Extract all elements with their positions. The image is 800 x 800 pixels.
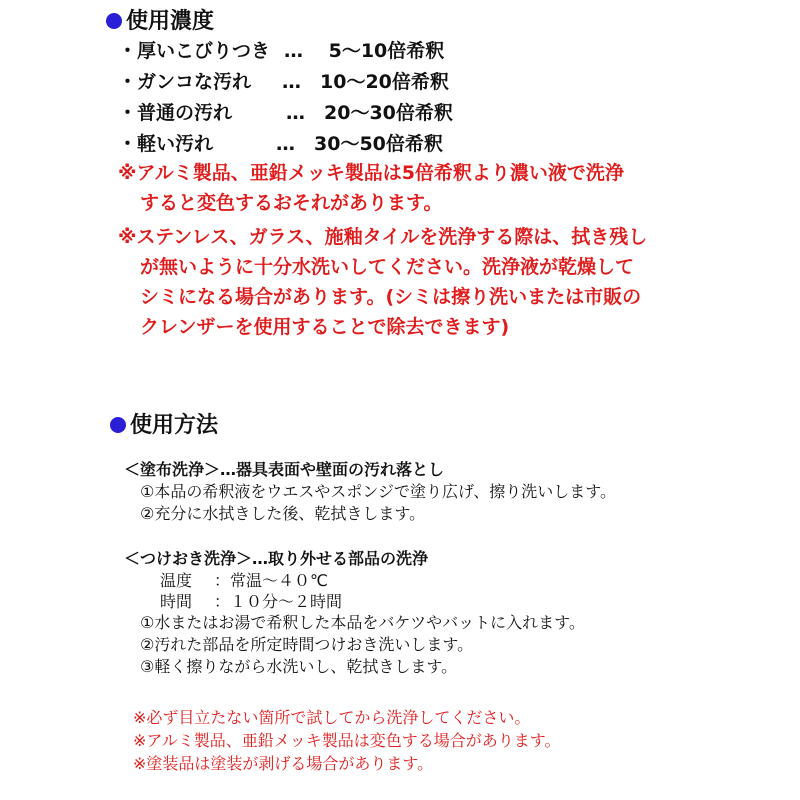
usage-note: ※アルミ製品、亜鉛メッキ製品は変色する場合があります。	[133, 731, 561, 750]
caution-stainless	[118, 222, 698, 342]
coating-step: ②充分に水拭きした後、乾拭きします。	[140, 504, 426, 523]
usage-note: ※必ず目立たない箇所で試してから洗浄してください。	[133, 708, 531, 727]
concentration-item-name: ・普通の汚れ	[118, 102, 233, 124]
concentration-item-name: ・厚いこびりつき	[118, 40, 271, 62]
condition-label: 時間	[160, 592, 193, 611]
coating-step: ①本品の希釈液をウエスやスポンジで塗り広げ、擦り洗いします。	[140, 482, 617, 501]
caution-aluminum	[118, 158, 698, 218]
caution-line: シミになる場合があります。(シミは擦り洗いまたは市販の	[140, 286, 642, 308]
soaking-step: ②汚れた部品を所定時間つけおき洗いします。	[140, 635, 474, 654]
coating-wash-section	[124, 459, 744, 525]
concentration-item-ratio: … 10～20倍希釈	[282, 71, 449, 93]
condition-value: ：１０分～２時間	[214, 592, 343, 611]
concentration-item-ratio: … 30～50倍希釈	[276, 133, 443, 155]
soaking-step: ①水またはお湯で希釈した本品をバケツやバットに入れます。	[140, 613, 585, 632]
method-heading-text: 使用方法	[130, 413, 219, 438]
soaking-step: ③軽く擦りながら水洗いし、乾拭きします。	[140, 657, 458, 676]
concentration-heading-text: 使用濃度	[126, 9, 215, 34]
soaking-condition	[124, 591, 744, 612]
soaking-wash-section	[124, 548, 744, 678]
caution-line: すると変色するおそれがあります。	[140, 192, 443, 214]
caution-line: ※アルミ製品、亜鉛メッキ製品は5倍希釈より濃い液で洗浄	[118, 162, 624, 184]
soaking-wash-title: ＜つけおき洗浄＞…取り外せる部品の洗浄	[124, 549, 429, 568]
concentration-item-ratio: … 5～10倍希釈	[284, 40, 445, 62]
usage-note: ※塗装品は塗装が剥げる場合があります。	[133, 754, 434, 773]
caution-line: が無いように十分水洗いしてください。洗浄液が乾燥して	[140, 256, 635, 278]
concentration-heading	[106, 4, 214, 35]
filled-circle-icon	[110, 417, 126, 433]
caution-line: クレンザーを使用することで除去できます)	[140, 316, 510, 338]
filled-circle-icon	[106, 13, 122, 29]
concentration-item-name: ・ガンコな汚れ	[118, 71, 252, 93]
caution-line: ※ステンレス、ガラス、施釉タイルを洗浄する際は、拭き残し	[118, 226, 648, 248]
condition-value: ：常温～４０℃	[214, 571, 328, 590]
soaking-condition	[124, 570, 744, 591]
usage-notes	[133, 706, 561, 775]
concentration-item-ratio: … 20～30倍希釈	[286, 102, 453, 124]
coating-wash-title: ＜塗布洗浄＞…器具表面や壁面の汚れ落とし	[124, 460, 445, 479]
concentration-item-name: ・軽い汚れ	[118, 133, 214, 155]
method-heading	[110, 408, 218, 439]
condition-label: 温度	[160, 571, 193, 590]
